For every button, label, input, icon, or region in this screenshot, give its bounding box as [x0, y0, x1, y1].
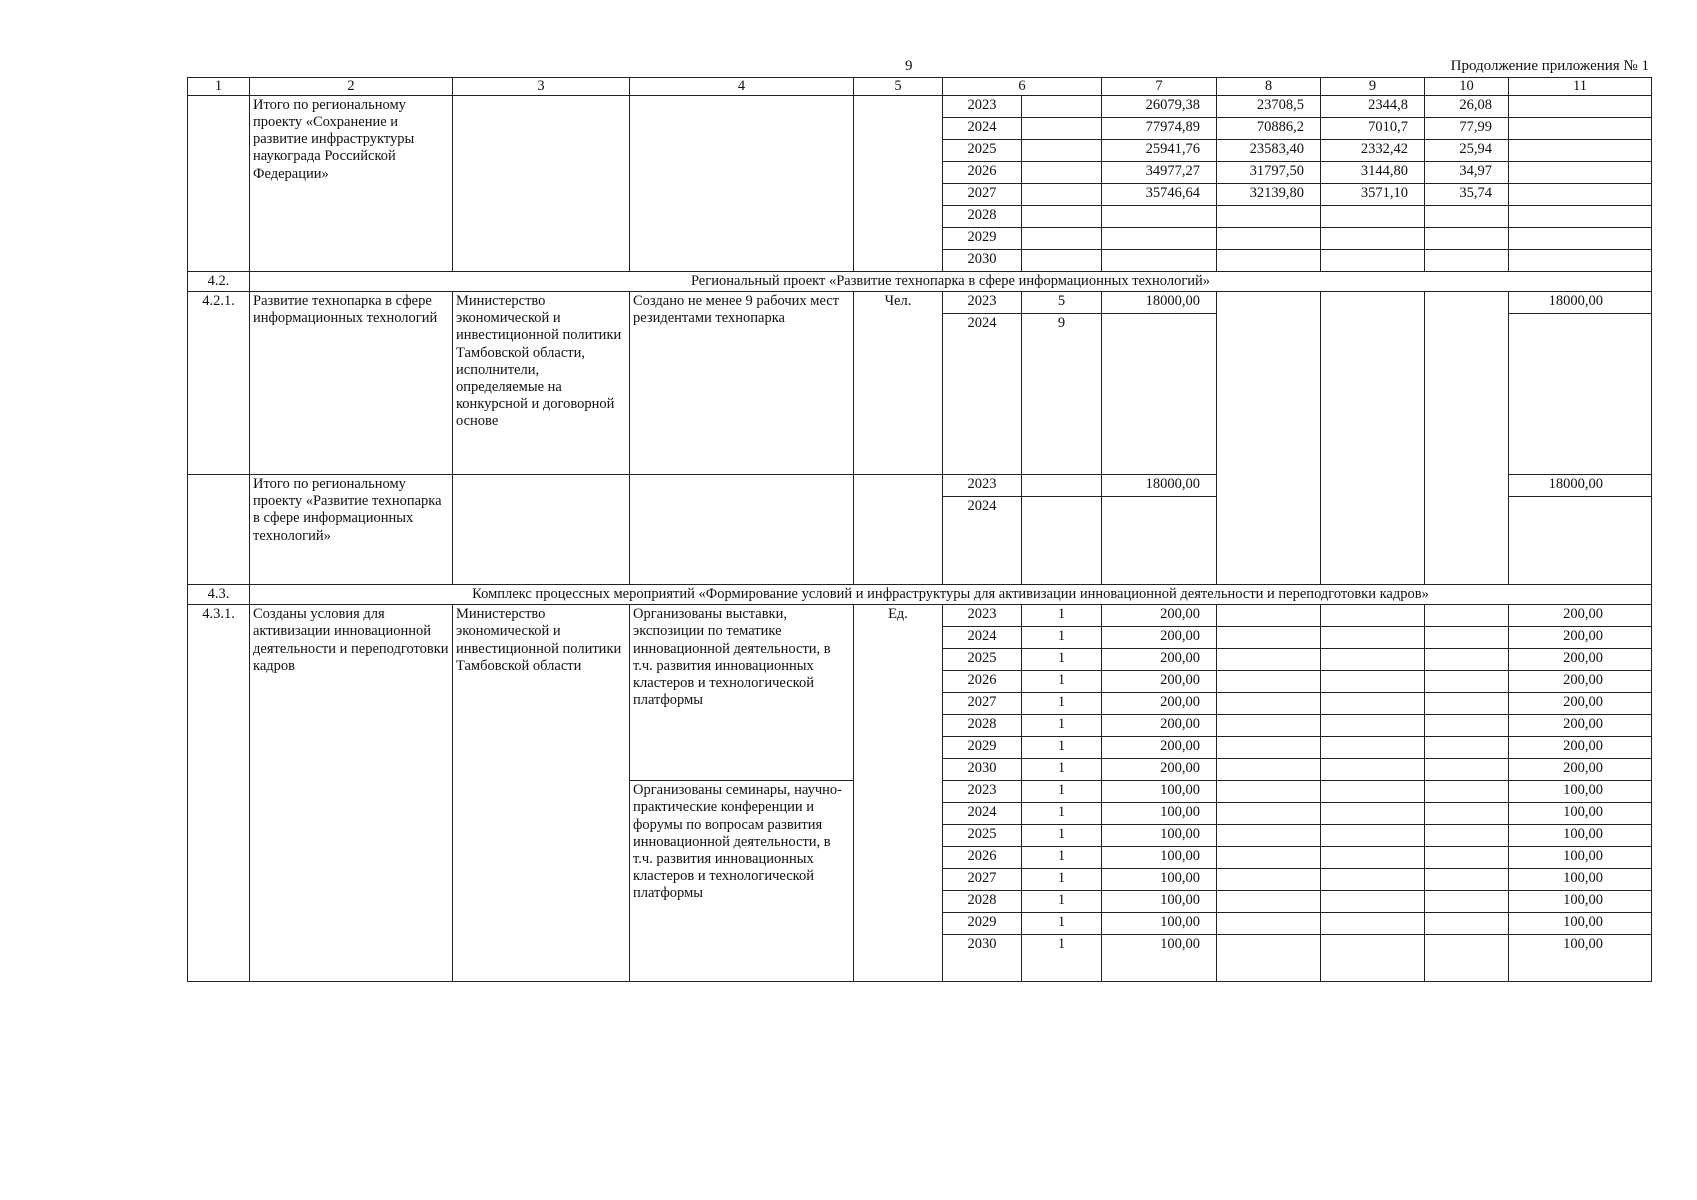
table-cell — [1217, 693, 1321, 715]
year-cell: 2030 — [943, 935, 1022, 982]
year-cell: 2024 — [943, 314, 1022, 475]
amount-cell: 32139,80 — [1217, 184, 1321, 206]
amount-cell: 200,00 — [1509, 605, 1652, 627]
amount-cell: 35746,64 — [1102, 184, 1217, 206]
table-cell — [854, 96, 943, 272]
year-cell: 2023 — [943, 781, 1022, 803]
table-cell — [1321, 605, 1425, 627]
qty-cell: 1 — [1022, 847, 1102, 869]
qty-cell: 9 — [1022, 314, 1102, 475]
page-number: 9 — [905, 58, 913, 74]
amount-cell: 2344,8 — [1321, 96, 1425, 118]
column-number: 6 — [943, 78, 1102, 96]
amount-cell: 26,08 — [1425, 96, 1509, 118]
amount-cell: 100,00 — [1102, 935, 1217, 982]
amount-cell — [1321, 206, 1425, 228]
table-cell — [1321, 869, 1425, 891]
table-cell — [1425, 693, 1509, 715]
qty-cell: 1 — [1022, 605, 1102, 627]
column-number: 8 — [1217, 78, 1321, 96]
amount-cell — [1102, 314, 1217, 475]
amount-cell: 200,00 — [1509, 715, 1652, 737]
amount-cell: 100,00 — [1102, 913, 1217, 935]
result-cell: Организованы семинары, научно-практические конференции и форумы по вопросам развития инновационной деятельности, в т.ч. развития инновационных кластеров и технологической платформы — [630, 781, 854, 982]
amount-cell: 200,00 — [1509, 649, 1652, 671]
amount-cell — [1509, 497, 1652, 585]
amount-cell: 25,94 — [1425, 140, 1509, 162]
amount-cell: 23708,5 — [1217, 96, 1321, 118]
qty-cell: 1 — [1022, 935, 1102, 982]
table-cell — [630, 475, 854, 585]
table-row — [188, 78, 1652, 96]
year-cell: 2024 — [943, 497, 1022, 585]
table-cell — [1022, 475, 1102, 497]
table-cell — [1217, 803, 1321, 825]
year-cell: 2023 — [943, 292, 1022, 314]
amount-cell: 3571,10 — [1321, 184, 1425, 206]
table-cell — [188, 96, 250, 272]
table-cell — [1217, 759, 1321, 781]
item-number: 4.3.1. — [188, 605, 250, 982]
amount-cell — [1102, 206, 1217, 228]
amount-cell: 200,00 — [1102, 627, 1217, 649]
amount-cell: 100,00 — [1509, 781, 1652, 803]
table-cell — [1217, 292, 1321, 585]
table-cell — [1022, 497, 1102, 585]
amount-cell: 18000,00 — [1509, 475, 1652, 497]
amount-cell — [1217, 206, 1321, 228]
amount-cell: 26079,38 — [1102, 96, 1217, 118]
table-cell — [1425, 671, 1509, 693]
table-cell — [1425, 847, 1509, 869]
qty-cell: 1 — [1022, 649, 1102, 671]
amount-cell — [1321, 250, 1425, 272]
column-number: 11 — [1509, 78, 1652, 96]
qty-cell: 1 — [1022, 869, 1102, 891]
table-cell — [1022, 96, 1102, 118]
amount-cell: 18000,00 — [1102, 475, 1217, 497]
year-cell: 2028 — [943, 891, 1022, 913]
qty-cell: 1 — [1022, 781, 1102, 803]
qty-cell: 1 — [1022, 759, 1102, 781]
year-cell: 2028 — [943, 206, 1022, 228]
table-cell — [1022, 250, 1102, 272]
table-cell — [1022, 162, 1102, 184]
amount-cell — [1217, 250, 1321, 272]
year-cell: 2027 — [943, 693, 1022, 715]
item-name: Развитие технопарка в сфере информационных технологий — [250, 292, 453, 475]
amount-cell — [1425, 250, 1509, 272]
table-cell — [1425, 737, 1509, 759]
column-number: 4 — [630, 78, 854, 96]
table-cell — [1321, 847, 1425, 869]
table-cell — [1425, 715, 1509, 737]
amount-cell: 100,00 — [1509, 935, 1652, 982]
qty-cell: 1 — [1022, 693, 1102, 715]
table-cell — [1217, 847, 1321, 869]
table-cell — [1217, 781, 1321, 803]
table-cell — [1425, 825, 1509, 847]
table-cell — [1425, 627, 1509, 649]
table-cell — [453, 475, 630, 585]
amount-cell — [1102, 497, 1217, 585]
qty-cell: 1 — [1022, 627, 1102, 649]
column-number: 7 — [1102, 78, 1217, 96]
year-cell: 2027 — [943, 184, 1022, 206]
table-cell — [1217, 671, 1321, 693]
table-cell — [1217, 737, 1321, 759]
amount-cell: 34,97 — [1425, 162, 1509, 184]
budget-table — [187, 77, 1652, 982]
table-row — [188, 272, 1652, 292]
qty-cell: 1 — [1022, 737, 1102, 759]
column-number: 1 — [188, 78, 250, 96]
year-cell: 2024 — [943, 627, 1022, 649]
table-row — [188, 605, 1652, 627]
qty-cell: 5 — [1022, 292, 1102, 314]
table-cell — [1321, 759, 1425, 781]
amount-cell: 100,00 — [1102, 847, 1217, 869]
table-row — [188, 96, 1652, 118]
year-cell: 2029 — [943, 913, 1022, 935]
amount-cell: 25941,76 — [1102, 140, 1217, 162]
year-cell: 2028 — [943, 715, 1022, 737]
year-cell: 2026 — [943, 847, 1022, 869]
table-cell — [1022, 228, 1102, 250]
amount-cell: 2332,42 — [1321, 140, 1425, 162]
amount-cell: 200,00 — [1102, 737, 1217, 759]
year-cell: 2025 — [943, 140, 1022, 162]
column-number: 9 — [1321, 78, 1425, 96]
table-cell — [854, 475, 943, 585]
table-cell — [1509, 140, 1652, 162]
table-cell — [1321, 803, 1425, 825]
amount-cell — [1102, 228, 1217, 250]
qty-cell: 1 — [1022, 825, 1102, 847]
year-cell: 2025 — [943, 649, 1022, 671]
table-cell — [1321, 737, 1425, 759]
table-cell — [1425, 935, 1509, 982]
year-cell: 2030 — [943, 250, 1022, 272]
year-cell: 2029 — [943, 737, 1022, 759]
table-cell — [1217, 869, 1321, 891]
table-cell — [1321, 825, 1425, 847]
table-cell — [1321, 913, 1425, 935]
qty-cell: 1 — [1022, 891, 1102, 913]
qty-cell: 1 — [1022, 671, 1102, 693]
amount-cell: 35,74 — [1425, 184, 1509, 206]
table-cell — [1321, 693, 1425, 715]
table-cell — [1425, 913, 1509, 935]
table-cell — [1425, 605, 1509, 627]
table-cell — [1022, 118, 1102, 140]
year-cell: 2026 — [943, 162, 1022, 184]
table-cell — [1321, 715, 1425, 737]
section-title: Региональный проект «Развитие технопарка в сфере информационных технологий» — [250, 272, 1652, 292]
year-cell: 2030 — [943, 759, 1022, 781]
amount-cell: 100,00 — [1102, 891, 1217, 913]
table-cell — [1217, 913, 1321, 935]
table-cell — [1217, 649, 1321, 671]
year-cell: 2027 — [943, 869, 1022, 891]
year-cell: 2029 — [943, 228, 1022, 250]
table-cell — [453, 96, 630, 272]
table-cell — [1217, 605, 1321, 627]
amount-cell: 18000,00 — [1102, 292, 1217, 314]
table-row — [188, 585, 1652, 605]
table-cell — [1509, 184, 1652, 206]
amount-cell: 100,00 — [1102, 803, 1217, 825]
amount-cell: 100,00 — [1509, 869, 1652, 891]
amount-cell: 23583,40 — [1217, 140, 1321, 162]
amount-cell: 7010,7 — [1321, 118, 1425, 140]
table-cell — [1425, 891, 1509, 913]
amount-cell — [1217, 228, 1321, 250]
amount-cell — [1321, 228, 1425, 250]
table-cell — [1425, 803, 1509, 825]
amount-cell: 3144,80 — [1321, 162, 1425, 184]
table-cell — [1425, 869, 1509, 891]
table-cell — [1022, 206, 1102, 228]
amount-cell: 200,00 — [1102, 671, 1217, 693]
year-cell: 2025 — [943, 825, 1022, 847]
amount-cell: 200,00 — [1102, 759, 1217, 781]
amount-cell: 200,00 — [1102, 693, 1217, 715]
table-cell — [630, 96, 854, 272]
column-number: 2 — [250, 78, 453, 96]
column-number: 3 — [453, 78, 630, 96]
result-cell: Создано не менее 9 рабочих мест резидентами технопарка — [630, 292, 854, 475]
amount-cell: 200,00 — [1509, 693, 1652, 715]
amount-cell — [1425, 206, 1509, 228]
table-cell — [1217, 891, 1321, 913]
amount-cell: 200,00 — [1509, 671, 1652, 693]
section-number: 4.3. — [188, 585, 250, 605]
table-cell — [1425, 781, 1509, 803]
amount-cell: 200,00 — [1102, 649, 1217, 671]
year-cell: 2024 — [943, 118, 1022, 140]
table-cell — [188, 475, 250, 585]
table-cell — [1321, 935, 1425, 982]
table-cell — [1509, 250, 1652, 272]
amount-cell: 100,00 — [1509, 891, 1652, 913]
year-cell: 2023 — [943, 96, 1022, 118]
column-number: 10 — [1425, 78, 1509, 96]
amount-cell: 100,00 — [1509, 913, 1652, 935]
continuation-label: Продолжение приложения № 1 — [1450, 58, 1649, 74]
table-cell — [1022, 184, 1102, 206]
section-title: Комплекс процессных мероприятий «Формирование условий и инфраструктуры для активизации инновационной деятельности и переподготовки кадров» — [250, 585, 1652, 605]
table-cell — [1509, 118, 1652, 140]
result-cell: Организованы выставки, экспозиции по тематике инновационной деятельности, в т.ч. развития инновационных кластеров и технологической платформы — [630, 605, 854, 781]
table-cell — [1321, 292, 1425, 585]
row-title: Итого по региональному проекту «Развитие технопарка в сфере информационных технологий» — [250, 475, 453, 585]
amount-cell — [1102, 250, 1217, 272]
unit-cell: Чел. — [854, 292, 943, 475]
table-cell — [1321, 891, 1425, 913]
year-cell: 2026 — [943, 671, 1022, 693]
row-title: Итого по региональному проекту «Сохранение и развитие инфраструктуры наукограда Российской Федерации» — [250, 96, 453, 272]
table-row — [188, 292, 1652, 314]
amount-cell: 77974,89 — [1102, 118, 1217, 140]
table-cell — [1321, 627, 1425, 649]
table-cell — [1321, 649, 1425, 671]
unit-cell: Ед. — [854, 605, 943, 982]
item-name: Созданы условия для активизации инновационной деятельности и переподготовки кадров — [250, 605, 453, 982]
year-cell: 2024 — [943, 803, 1022, 825]
table-cell — [1321, 671, 1425, 693]
amount-cell: 70886,2 — [1217, 118, 1321, 140]
amount-cell: 200,00 — [1509, 737, 1652, 759]
amount-cell: 100,00 — [1102, 781, 1217, 803]
amount-cell: 18000,00 — [1509, 292, 1652, 314]
amount-cell: 34977,27 — [1102, 162, 1217, 184]
amount-cell: 200,00 — [1509, 759, 1652, 781]
amount-cell: 100,00 — [1509, 847, 1652, 869]
amount-cell — [1425, 228, 1509, 250]
table-cell — [1321, 781, 1425, 803]
amount-cell: 200,00 — [1509, 627, 1652, 649]
qty-cell: 1 — [1022, 913, 1102, 935]
amount-cell: 31797,50 — [1217, 162, 1321, 184]
item-number: 4.2.1. — [188, 292, 250, 475]
table-cell — [1509, 228, 1652, 250]
table-cell — [1022, 140, 1102, 162]
amount-cell: 200,00 — [1102, 605, 1217, 627]
table-cell — [1425, 649, 1509, 671]
executor-cell: Министерство экономической и инвестиционной политики Тамбовской области, исполнители, определяемые на конкурсной и договорной основе — [453, 292, 630, 475]
table-cell — [1425, 759, 1509, 781]
year-cell: 2023 — [943, 605, 1022, 627]
amount-cell: 100,00 — [1102, 825, 1217, 847]
amount-cell: 100,00 — [1509, 803, 1652, 825]
amount-cell: 200,00 — [1102, 715, 1217, 737]
amount-cell: 100,00 — [1509, 825, 1652, 847]
qty-cell: 1 — [1022, 715, 1102, 737]
section-number: 4.2. — [188, 272, 250, 292]
table-cell — [1217, 825, 1321, 847]
table-cell — [1217, 715, 1321, 737]
table-cell — [1217, 935, 1321, 982]
executor-cell: Министерство экономической и инвестиционной политики Тамбовской области — [453, 605, 630, 982]
qty-cell: 1 — [1022, 803, 1102, 825]
column-number: 5 — [854, 78, 943, 96]
table-cell — [1509, 162, 1652, 184]
amount-cell: 77,99 — [1425, 118, 1509, 140]
amount-cell — [1509, 314, 1652, 475]
amount-cell: 100,00 — [1102, 869, 1217, 891]
table-cell — [1509, 96, 1652, 118]
table-cell — [1509, 206, 1652, 228]
table-cell — [1425, 292, 1509, 585]
table-cell — [1217, 627, 1321, 649]
year-cell: 2023 — [943, 475, 1022, 497]
